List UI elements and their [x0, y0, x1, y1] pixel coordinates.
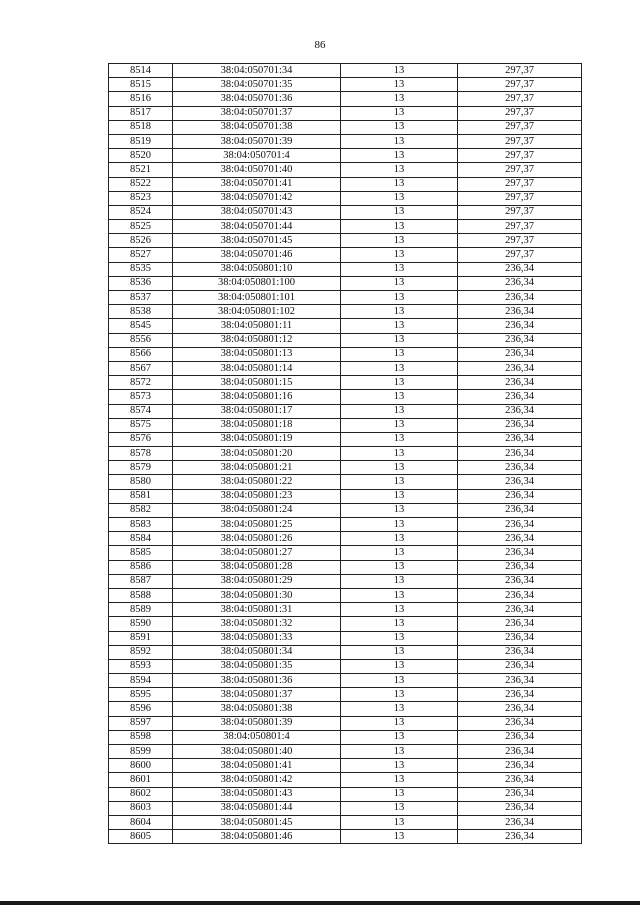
- quantity-cell: 13: [341, 205, 458, 219]
- row-number-cell: 8598: [109, 730, 173, 744]
- table-row: [109, 588, 582, 602]
- row-number-cell: 8572: [109, 376, 173, 390]
- cadastral-number-cell: 38:04:050801:37: [173, 688, 341, 702]
- quantity-cell: 13: [341, 432, 458, 446]
- value-cell: 236,34: [458, 574, 582, 588]
- row-number-cell: 8514: [109, 64, 173, 78]
- value-cell: 236,34: [458, 262, 582, 276]
- row-number-cell: 8520: [109, 149, 173, 163]
- quantity-cell: 13: [341, 191, 458, 205]
- quantity-cell: 13: [341, 376, 458, 390]
- value-cell: 236,34: [458, 319, 582, 333]
- cadastral-number-cell: 38:04:050801:13: [173, 347, 341, 361]
- cadastral-number-cell: 38:04:050801:16: [173, 390, 341, 404]
- cadastral-number-cell: 38:04:050701:34: [173, 64, 341, 78]
- value-cell: 297,37: [458, 78, 582, 92]
- table-row: [109, 716, 582, 730]
- quantity-cell: 13: [341, 745, 458, 759]
- row-number-cell: 8605: [109, 830, 173, 844]
- quantity-cell: 13: [341, 134, 458, 148]
- table-row: [109, 191, 582, 205]
- row-number-cell: 8595: [109, 688, 173, 702]
- cadastral-number-cell: 38:04:050701:37: [173, 106, 341, 120]
- table-row: [109, 432, 582, 446]
- row-number-cell: 8582: [109, 503, 173, 517]
- row-number-cell: 8601: [109, 773, 173, 787]
- table-row: [109, 645, 582, 659]
- cadastral-number-cell: 38:04:050701:46: [173, 248, 341, 262]
- row-number-cell: 8518: [109, 120, 173, 134]
- cadastral-number-cell: 38:04:050801:33: [173, 631, 341, 645]
- cadastral-number-cell: 38:04:050701:42: [173, 191, 341, 205]
- cadastral-number-cell: 38:04:050701:40: [173, 163, 341, 177]
- row-number-cell: 8576: [109, 432, 173, 446]
- value-cell: 236,34: [458, 659, 582, 673]
- value-cell: 297,37: [458, 134, 582, 148]
- value-cell: 236,34: [458, 759, 582, 773]
- table-row: [109, 262, 582, 276]
- row-number-cell: 8588: [109, 588, 173, 602]
- table-row: [109, 574, 582, 588]
- quantity-cell: 13: [341, 404, 458, 418]
- cadastral-number-cell: 38:04:050801:26: [173, 532, 341, 546]
- quantity-cell: 13: [341, 92, 458, 106]
- quantity-cell: 13: [341, 603, 458, 617]
- row-number-cell: 8600: [109, 759, 173, 773]
- cadastral-number-cell: 38:04:050801:14: [173, 361, 341, 375]
- table-row: [109, 603, 582, 617]
- row-number-cell: 8566: [109, 347, 173, 361]
- row-number-cell: 8516: [109, 92, 173, 106]
- quantity-cell: 13: [341, 645, 458, 659]
- row-number-cell: 8515: [109, 78, 173, 92]
- quantity-cell: 13: [341, 617, 458, 631]
- row-number-cell: 8579: [109, 461, 173, 475]
- quantity-cell: 13: [341, 106, 458, 120]
- quantity-cell: 13: [341, 177, 458, 191]
- value-cell: 236,34: [458, 603, 582, 617]
- table-row: [109, 560, 582, 574]
- cadastral-number-cell: 38:04:050801:30: [173, 588, 341, 602]
- row-number-cell: 8581: [109, 489, 173, 503]
- value-cell: 236,34: [458, 560, 582, 574]
- scan-edge-strip: [0, 901, 640, 905]
- table-row: [109, 390, 582, 404]
- table-row: [109, 518, 582, 532]
- cadastral-number-cell: 38:04:050801:40: [173, 745, 341, 759]
- table-row: [109, 64, 582, 78]
- cadastral-number-cell: 38:04:050801:28: [173, 560, 341, 574]
- value-cell: 236,34: [458, 518, 582, 532]
- row-number-cell: 8603: [109, 801, 173, 815]
- quantity-cell: 13: [341, 659, 458, 673]
- quantity-cell: 13: [341, 461, 458, 475]
- row-number-cell: 8599: [109, 745, 173, 759]
- row-number-cell: 8580: [109, 475, 173, 489]
- value-cell: 297,37: [458, 191, 582, 205]
- row-number-cell: 8589: [109, 603, 173, 617]
- cadastral-number-cell: 38:04:050801:45: [173, 815, 341, 829]
- value-cell: 236,34: [458, 475, 582, 489]
- value-cell: 297,37: [458, 220, 582, 234]
- value-cell: 236,34: [458, 333, 582, 347]
- table-row: [109, 688, 582, 702]
- table-row: [109, 248, 582, 262]
- row-number-cell: 8586: [109, 560, 173, 574]
- quantity-cell: 13: [341, 333, 458, 347]
- value-cell: 236,34: [458, 447, 582, 461]
- row-number-cell: 8591: [109, 631, 173, 645]
- value-cell: 236,34: [458, 305, 582, 319]
- value-cell: 236,34: [458, 773, 582, 787]
- row-number-cell: 8527: [109, 248, 173, 262]
- row-number-cell: 8538: [109, 305, 173, 319]
- cadastral-number-cell: 38:04:050801:39: [173, 716, 341, 730]
- quantity-cell: 13: [341, 390, 458, 404]
- table-row: [109, 674, 582, 688]
- table-row: [109, 106, 582, 120]
- value-cell: 236,34: [458, 347, 582, 361]
- row-number-cell: 8573: [109, 390, 173, 404]
- table-row: [109, 730, 582, 744]
- value-cell: 236,34: [458, 631, 582, 645]
- row-number-cell: 8517: [109, 106, 173, 120]
- table-body: [109, 64, 582, 844]
- table-row: [109, 149, 582, 163]
- value-cell: 236,34: [458, 645, 582, 659]
- quantity-cell: 13: [341, 120, 458, 134]
- row-number-cell: 8567: [109, 361, 173, 375]
- quantity-cell: 13: [341, 361, 458, 375]
- value-cell: 236,34: [458, 432, 582, 446]
- value-cell: 236,34: [458, 489, 582, 503]
- row-number-cell: 8587: [109, 574, 173, 588]
- value-cell: 236,34: [458, 418, 582, 432]
- cadastral-number-cell: 38:04:050701:43: [173, 205, 341, 219]
- table-row: [109, 503, 582, 517]
- table-row: [109, 276, 582, 290]
- row-number-cell: 8574: [109, 404, 173, 418]
- quantity-cell: 13: [341, 759, 458, 773]
- value-cell: 236,34: [458, 745, 582, 759]
- value-cell: 297,37: [458, 248, 582, 262]
- quantity-cell: 13: [341, 830, 458, 844]
- value-cell: 297,37: [458, 205, 582, 219]
- value-cell: 236,34: [458, 702, 582, 716]
- cadastral-number-cell: 38:04:050801:100: [173, 276, 341, 290]
- quantity-cell: 13: [341, 64, 458, 78]
- table-row: [109, 475, 582, 489]
- value-cell: 297,37: [458, 92, 582, 106]
- row-number-cell: 8556: [109, 333, 173, 347]
- table-row: [109, 163, 582, 177]
- value-cell: 236,34: [458, 787, 582, 801]
- table-row: [109, 134, 582, 148]
- quantity-cell: 13: [341, 276, 458, 290]
- row-number-cell: 8545: [109, 319, 173, 333]
- row-number-cell: 8575: [109, 418, 173, 432]
- cadastral-number-cell: 38:04:050701:39: [173, 134, 341, 148]
- cadastral-number-cell: 38:04:050801:20: [173, 447, 341, 461]
- cadastral-number-cell: 38:04:050801:17: [173, 404, 341, 418]
- row-number-cell: 8597: [109, 716, 173, 730]
- quantity-cell: 13: [341, 532, 458, 546]
- row-number-cell: 8526: [109, 234, 173, 248]
- quantity-cell: 13: [341, 574, 458, 588]
- quantity-cell: 13: [341, 631, 458, 645]
- table-row: [109, 418, 582, 432]
- row-number-cell: 8578: [109, 447, 173, 461]
- quantity-cell: 13: [341, 503, 458, 517]
- row-number-cell: 8590: [109, 617, 173, 631]
- table-row: [109, 815, 582, 829]
- table-row: [109, 489, 582, 503]
- value-cell: 297,37: [458, 177, 582, 191]
- value-cell: 236,34: [458, 376, 582, 390]
- cadastral-number-cell: 38:04:050801:43: [173, 787, 341, 801]
- quantity-cell: 13: [341, 234, 458, 248]
- quantity-cell: 13: [341, 702, 458, 716]
- value-cell: 236,34: [458, 716, 582, 730]
- table-row: [109, 801, 582, 815]
- table-row: [109, 120, 582, 134]
- quantity-cell: 13: [341, 815, 458, 829]
- page-number: 86: [314, 39, 326, 51]
- quantity-cell: 13: [341, 716, 458, 730]
- row-number-cell: 8519: [109, 134, 173, 148]
- cadastral-number-cell: 38:04:050801:12: [173, 333, 341, 347]
- table-row: [109, 702, 582, 716]
- table-row: [109, 532, 582, 546]
- quantity-cell: 13: [341, 220, 458, 234]
- cadastral-number-cell: 38:04:050801:25: [173, 518, 341, 532]
- row-number-cell: 8584: [109, 532, 173, 546]
- cadastral-number-cell: 38:04:050801:41: [173, 759, 341, 773]
- quantity-cell: 13: [341, 291, 458, 305]
- table-row: [109, 177, 582, 191]
- row-number-cell: 8593: [109, 659, 173, 673]
- row-number-cell: 8583: [109, 518, 173, 532]
- table-row: [109, 830, 582, 844]
- row-number-cell: 8594: [109, 674, 173, 688]
- quantity-cell: 13: [341, 149, 458, 163]
- quantity-cell: 13: [341, 518, 458, 532]
- row-number-cell: 8536: [109, 276, 173, 290]
- value-cell: 236,34: [458, 291, 582, 305]
- quantity-cell: 13: [341, 248, 458, 262]
- cadastral-number-cell: 38:04:050701:4: [173, 149, 341, 163]
- value-cell: 236,34: [458, 674, 582, 688]
- table-row: [109, 305, 582, 319]
- table-row: [109, 617, 582, 631]
- table-row: [109, 92, 582, 106]
- row-number-cell: 8524: [109, 205, 173, 219]
- value-cell: 236,34: [458, 404, 582, 418]
- value-cell: 297,37: [458, 234, 582, 248]
- cadastral-number-cell: 38:04:050801:35: [173, 659, 341, 673]
- quantity-cell: 13: [341, 262, 458, 276]
- cadastral-number-cell: 38:04:050801:18: [173, 418, 341, 432]
- row-number-cell: 8521: [109, 163, 173, 177]
- value-cell: 236,34: [458, 730, 582, 744]
- cadastral-number-cell: 38:04:050801:4: [173, 730, 341, 744]
- table-row: [109, 759, 582, 773]
- cadastral-number-cell: 38:04:050801:34: [173, 645, 341, 659]
- table-row: [109, 234, 582, 248]
- cadastral-number-cell: 38:04:050801:29: [173, 574, 341, 588]
- row-number-cell: 8602: [109, 787, 173, 801]
- cadastral-number-cell: 38:04:050801:101: [173, 291, 341, 305]
- cadastral-number-cell: 38:04:050701:38: [173, 120, 341, 134]
- value-cell: 236,34: [458, 801, 582, 815]
- value-cell: 297,37: [458, 149, 582, 163]
- quantity-cell: 13: [341, 163, 458, 177]
- value-cell: 236,34: [458, 503, 582, 517]
- quantity-cell: 13: [341, 319, 458, 333]
- cadastral-number-cell: 38:04:050801:31: [173, 603, 341, 617]
- value-cell: 236,34: [458, 276, 582, 290]
- cadastral-number-cell: 38:04:050801:10: [173, 262, 341, 276]
- row-number-cell: 8523: [109, 191, 173, 205]
- table-row: [109, 461, 582, 475]
- quantity-cell: 13: [341, 588, 458, 602]
- table-row: [109, 376, 582, 390]
- cadastral-number-cell: 38:04:050801:24: [173, 503, 341, 517]
- value-cell: 236,34: [458, 588, 582, 602]
- quantity-cell: 13: [341, 546, 458, 560]
- quantity-cell: 13: [341, 674, 458, 688]
- cadastral-number-cell: 38:04:050801:22: [173, 475, 341, 489]
- value-cell: 236,34: [458, 815, 582, 829]
- quantity-cell: 13: [341, 447, 458, 461]
- cadastral-number-cell: 38:04:050701:41: [173, 177, 341, 191]
- cadastral-number-cell: 38:04:050801:32: [173, 617, 341, 631]
- table-row: [109, 773, 582, 787]
- table-row: [109, 404, 582, 418]
- row-number-cell: 8535: [109, 262, 173, 276]
- cadastral-number-cell: 38:04:050701:44: [173, 220, 341, 234]
- value-cell: 236,34: [458, 546, 582, 560]
- table-row: [109, 447, 582, 461]
- cadastral-number-cell: 38:04:050801:36: [173, 674, 341, 688]
- table-row: [109, 291, 582, 305]
- row-number-cell: 8604: [109, 815, 173, 829]
- table-row: [109, 787, 582, 801]
- quantity-cell: 13: [341, 773, 458, 787]
- row-number-cell: 8596: [109, 702, 173, 716]
- row-number-cell: 8585: [109, 546, 173, 560]
- cadastral-number-cell: 38:04:050801:11: [173, 319, 341, 333]
- cadastral-number-cell: 38:04:050701:35: [173, 78, 341, 92]
- table-row: [109, 205, 582, 219]
- cadastral-number-cell: 38:04:050801:27: [173, 546, 341, 560]
- quantity-cell: 13: [341, 78, 458, 92]
- table-row: [109, 319, 582, 333]
- quantity-cell: 13: [341, 560, 458, 574]
- cadastral-number-cell: 38:04:050801:15: [173, 376, 341, 390]
- cadastral-number-cell: 38:04:050701:36: [173, 92, 341, 106]
- cadastral-number-cell: 38:04:050801:44: [173, 801, 341, 815]
- value-cell: 297,37: [458, 120, 582, 134]
- value-cell: 297,37: [458, 163, 582, 177]
- row-number-cell: 8525: [109, 220, 173, 234]
- table-row: [109, 78, 582, 92]
- value-cell: 236,34: [458, 617, 582, 631]
- cadastral-number-cell: 38:04:050801:102: [173, 305, 341, 319]
- quantity-cell: 13: [341, 489, 458, 503]
- row-number-cell: 8537: [109, 291, 173, 305]
- cadastral-table: [108, 63, 582, 844]
- table-row: [109, 361, 582, 375]
- table-row: [109, 546, 582, 560]
- cadastral-number-cell: 38:04:050801:42: [173, 773, 341, 787]
- value-cell: 297,37: [458, 106, 582, 120]
- cadastral-number-cell: 38:04:050801:46: [173, 830, 341, 844]
- table-row: [109, 659, 582, 673]
- value-cell: 236,34: [458, 461, 582, 475]
- quantity-cell: 13: [341, 475, 458, 489]
- cadastral-number-cell: 38:04:050801:19: [173, 432, 341, 446]
- quantity-cell: 13: [341, 801, 458, 815]
- quantity-cell: 13: [341, 418, 458, 432]
- row-number-cell: 8592: [109, 645, 173, 659]
- quantity-cell: 13: [341, 787, 458, 801]
- value-cell: 236,34: [458, 688, 582, 702]
- value-cell: 236,34: [458, 390, 582, 404]
- row-number-cell: 8522: [109, 177, 173, 191]
- value-cell: 236,34: [458, 361, 582, 375]
- table-row: [109, 347, 582, 361]
- cadastral-number-cell: 38:04:050701:45: [173, 234, 341, 248]
- cadastral-number-cell: 38:04:050801:23: [173, 489, 341, 503]
- table-row: [109, 220, 582, 234]
- cadastral-number-cell: 38:04:050801:21: [173, 461, 341, 475]
- value-cell: 297,37: [458, 64, 582, 78]
- quantity-cell: 13: [341, 305, 458, 319]
- quantity-cell: 13: [341, 730, 458, 744]
- table-row: [109, 333, 582, 347]
- value-cell: 236,34: [458, 830, 582, 844]
- table-row: [109, 631, 582, 645]
- table-row: [109, 745, 582, 759]
- quantity-cell: 13: [341, 347, 458, 361]
- quantity-cell: 13: [341, 688, 458, 702]
- cadastral-number-cell: 38:04:050801:38: [173, 702, 341, 716]
- value-cell: 236,34: [458, 532, 582, 546]
